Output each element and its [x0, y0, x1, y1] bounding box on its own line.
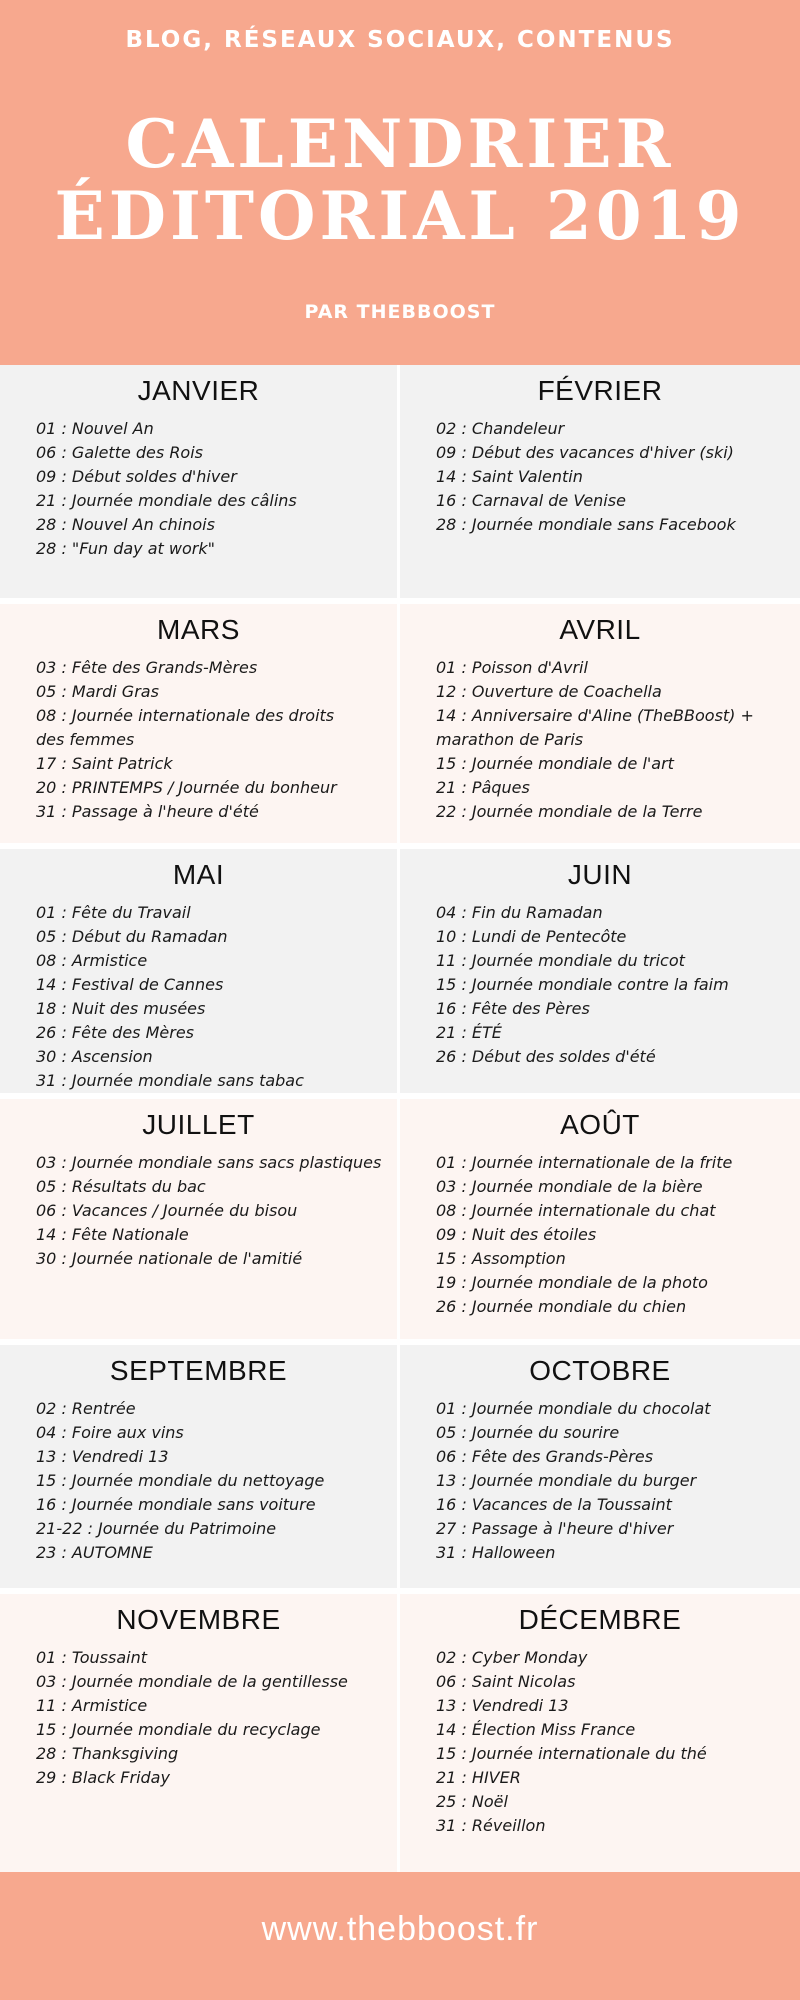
event-list [36, 901, 387, 1093]
header-byline: PAR THEBBOOST [304, 301, 496, 323]
header-kicker: BLOG, RÉSEAUX SOCIAUX, CONTENUS [125, 27, 675, 53]
footer-banner [0, 1872, 800, 2000]
month-block-juin [400, 843, 800, 1093]
event-item: 26 : Journée mondiale du chien [436, 1297, 687, 1316]
month-title: NOVEMBRE [116, 1604, 281, 1635]
event-item: 21 : ÉTÉ [436, 1023, 502, 1042]
month-block-avril [400, 598, 800, 843]
header-banner [0, 0, 800, 365]
event-item: 01 : Journée mondiale du chocolat [436, 1399, 711, 1418]
event-item: 27 : Passage à l'heure d'hiver [436, 1519, 674, 1538]
event-item: 05 : Début du Ramadan [36, 927, 228, 946]
event-item: 06 : Galette des Rois [36, 443, 203, 462]
month-block-mai [0, 843, 400, 1093]
event-item: 30 : Journée nationale de l'amitié [36, 1249, 303, 1268]
event-item: 14 : Anniversaire d'Aline (TheBBoost) + marathon de Paris [436, 706, 754, 749]
event-item: 08 : Armistice [36, 951, 148, 970]
month-block-octobre [400, 1339, 800, 1588]
event-item: 02 : Cyber Monday [436, 1648, 588, 1667]
event-item: 03 : Fête des Grands-Mères [36, 658, 258, 677]
event-item: 21-22 : Journée du Patrimoine [36, 1519, 277, 1538]
event-item: 15 : Journée mondiale contre la faim [436, 975, 729, 994]
event-item: 29 : Black Friday [36, 1768, 170, 1787]
event-item: 05 : Journée du sourire [436, 1423, 620, 1442]
month-block-janvier [0, 365, 400, 598]
event-item: 14 : Élection Miss France [436, 1720, 636, 1739]
event-item: 02 : Chandeleur [436, 419, 565, 438]
event-item: 31 : Réveillon [436, 1816, 546, 1835]
event-item: 19 : Journée mondiale de la photo [436, 1273, 708, 1292]
event-item: 28 : "Fun day at work" [36, 539, 215, 558]
event-item: 14 : Saint Valentin [436, 467, 583, 486]
event-item: 09 : Début soldes d'hiver [36, 467, 237, 486]
event-item: 21 : Pâques [436, 778, 530, 797]
event-item: 28 : Nouvel An chinois [36, 515, 215, 534]
event-item: 18 : Nuit des musées [36, 999, 206, 1018]
event-list [436, 901, 790, 1069]
event-item: 12 : Ouverture de Coachella [436, 682, 662, 701]
month-block-septembre [0, 1339, 400, 1588]
month-title: OCTOBRE [529, 1355, 671, 1386]
event-item: 01 : Fête du Travail [36, 903, 191, 922]
month-title: MAI [172, 859, 225, 890]
event-item: 14 : Fête Nationale [36, 1225, 189, 1244]
event-item: 28 : Journée mondiale sans Facebook [436, 515, 736, 534]
event-item: 09 : Début des vacances d'hiver (ski) [436, 443, 734, 462]
month-block-decembre [400, 1588, 800, 1872]
event-list [36, 1397, 387, 1565]
event-item: 16 : Fête des Pères [436, 999, 590, 1018]
month-block-novembre [0, 1588, 400, 1872]
website-link[interactable]: www.thebboost.fr [261, 1910, 539, 1948]
event-item: 22 : Journée mondiale de la Terre [436, 802, 703, 821]
event-item: 21 : Journée mondiale des câlins [36, 491, 297, 510]
event-item: 15 : Journée mondiale du recyclage [36, 1720, 321, 1739]
event-list [436, 1397, 790, 1565]
event-item: 15 : Assomption [436, 1249, 566, 1268]
event-item: 30 : Ascension [36, 1047, 153, 1066]
event-item: 06 : Saint Nicolas [436, 1672, 576, 1691]
event-item: 17 : Saint Patrick [36, 754, 173, 773]
month-block-fevrier [400, 365, 800, 598]
month-title: JANVIER [137, 375, 260, 406]
event-item: 04 : Foire aux vins [36, 1423, 184, 1442]
event-item: 11 : Armistice [36, 1696, 148, 1715]
event-item: 23 : AUTOMNE [36, 1543, 153, 1562]
event-item: 21 : HIVER [436, 1768, 521, 1787]
event-list [436, 656, 790, 824]
event-item: 04 : Fin du Ramadan [436, 903, 603, 922]
event-list [436, 417, 790, 537]
event-item: 15 : Journée mondiale de l'art [436, 754, 674, 773]
event-item: 28 : Thanksgiving [36, 1744, 179, 1763]
month-title: JUILLET [142, 1109, 255, 1140]
event-item: 01 : Journée internationale de la frite [436, 1153, 733, 1172]
event-list [436, 1151, 790, 1319]
event-item: 16 : Carnaval de Venise [436, 491, 626, 510]
event-item: 26 : Fête des Mères [36, 1023, 194, 1042]
page-title [0, 105, 800, 255]
event-item: 06 : Vacances / Journée du bisou [36, 1201, 298, 1220]
event-item: 16 : Journée mondiale sans voiture [36, 1495, 316, 1514]
month-title: SEPTEMBRE [109, 1355, 288, 1386]
month-block-aout [400, 1093, 800, 1339]
event-item: 11 : Journée mondiale du tricot [436, 951, 685, 970]
month-title: DÉCEMBRE [518, 1604, 682, 1635]
event-item: 31 : Halloween [436, 1543, 556, 1562]
event-item: 13 : Vendredi 13 [36, 1447, 169, 1466]
month-title: AVRIL [559, 614, 641, 645]
month-title: JUIN [567, 859, 633, 890]
month-title: AOÛT [560, 1109, 640, 1140]
event-item: 02 : Rentrée [36, 1399, 136, 1418]
event-item: 08 : Journée internationale des droits des femmes [36, 706, 335, 749]
event-item: 14 : Festival de Cannes [36, 975, 224, 994]
event-item: 31 : Passage à l'heure d'été [36, 802, 259, 821]
title-line-2: ÉDITORIAL 2019 [54, 177, 746, 255]
event-list [436, 1646, 790, 1838]
event-item: 13 : Journée mondiale du burger [436, 1471, 697, 1490]
event-item: 26 : Début des soldes d'été [436, 1047, 656, 1066]
event-item: 31 : Journée mondiale sans tabac [36, 1071, 304, 1090]
month-title: FÉVRIER [537, 375, 663, 406]
event-item: 15 : Journée mondiale du nettoyage [36, 1471, 325, 1490]
event-item: 06 : Fête des Grands-Pères [436, 1447, 654, 1466]
event-item: 13 : Vendredi 13 [436, 1696, 569, 1715]
event-item: 10 : Lundi de Pentecôte [436, 927, 627, 946]
months-grid [0, 365, 800, 1872]
month-title: MARS [157, 614, 240, 645]
event-item: 05 : Résultats du bac [36, 1177, 206, 1196]
event-item: 03 : Journée mondiale de la bière [436, 1177, 703, 1196]
event-item: 25 : Noël [436, 1792, 508, 1811]
event-item: 05 : Mardi Gras [36, 682, 159, 701]
event-item: 01 : Poisson d'Avril [436, 658, 588, 677]
event-list [36, 417, 387, 561]
month-block-juillet [0, 1093, 400, 1339]
event-item: 08 : Journée internationale du chat [436, 1201, 716, 1220]
event-item: 01 : Nouvel An [36, 419, 154, 438]
event-item: 09 : Nuit des étoiles [436, 1225, 597, 1244]
month-block-mars [0, 598, 400, 843]
event-list [36, 1151, 387, 1271]
event-item: 15 : Journée internationale du thé [436, 1744, 707, 1763]
title-line-1: CALENDRIER [125, 105, 675, 183]
event-item: 20 : PRINTEMPS / Journée du bonheur [36, 778, 337, 797]
event-item: 01 : Toussaint [36, 1648, 147, 1667]
event-list [36, 656, 387, 824]
event-item: 03 : Journée mondiale sans sacs plastiques [36, 1153, 382, 1172]
event-list [36, 1646, 387, 1790]
event-item: 03 : Journée mondiale de la gentillesse [36, 1672, 348, 1691]
event-item: 16 : Vacances de la Toussaint [436, 1495, 672, 1514]
